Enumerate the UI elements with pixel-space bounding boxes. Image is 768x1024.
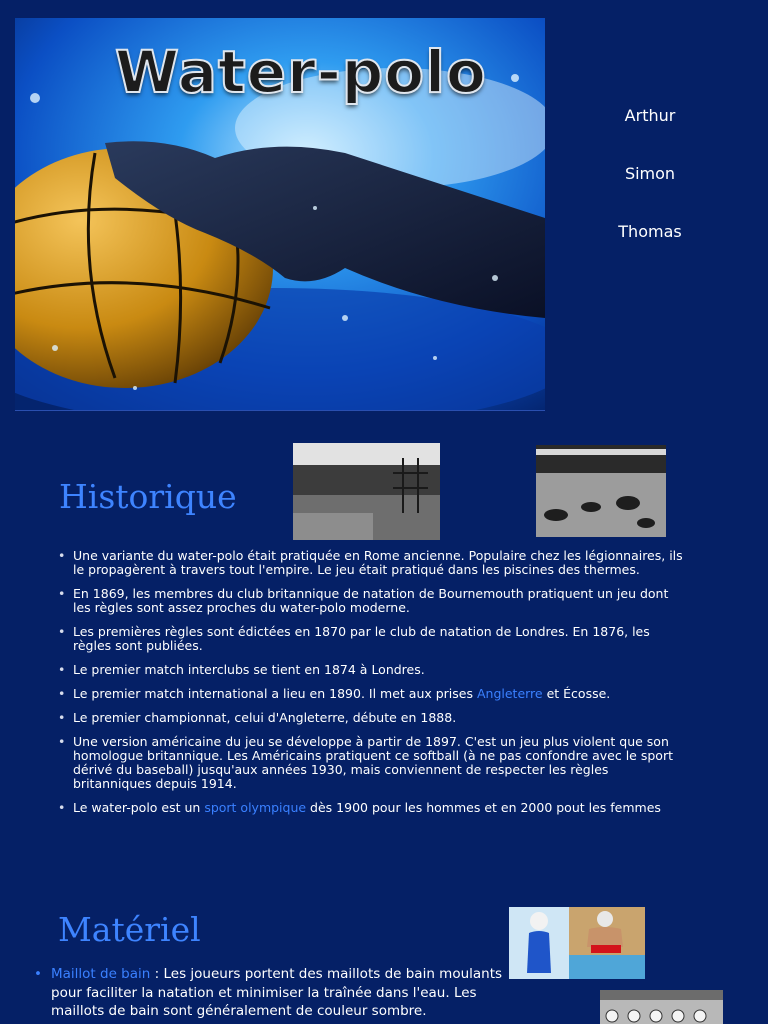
historique-list <box>55 549 685 825</box>
list-item: • Le water-polo est un sport olympique dès 1900 pour les hommes et en 2000 pout les femmes <box>55 801 685 815</box>
list-item: • Les premières règles sont édictées en 1870 par le club de natation de Londres. En 1876, les règles sont publiées. <box>55 625 685 653</box>
author-list <box>600 100 700 274</box>
list-item: • Le premier championnat, celui d'Angleterre, débute en 1888. <box>55 711 685 725</box>
author-name: Simon <box>624 164 676 183</box>
materiel-list <box>34 965 504 1021</box>
list-item: • Une variante du water-polo était pratiquée en Rome ancienne. Populaire chez les légionnaires, ils le propagèrent à travers tout l'empire. Le jeu était pratiqué dans les piscines des thermes. <box>55 549 685 577</box>
historic-pool-photo <box>293 443 440 540</box>
list-item: • En 1869, les membres du club britannique de natation de Bournemouth pratiquent un jeu dont les règles sont assez proches du water-polo moderne. <box>55 587 685 615</box>
equipment-photo <box>600 990 723 1024</box>
author-name: Thomas <box>618 222 682 241</box>
link-maillot-de-bain[interactable]: Maillot de bain <box>51 966 151 982</box>
list-item: • Maillot de bain : Les joueurs portent des maillots de bain moulants pour faciliter la natation et minimiser la traînée dans l'eau. Les maillots de bain sont généralement de couleur sombre. <box>34 965 504 1021</box>
list-item: • Le premier match interclubs se tient en 1874 à Londres. <box>55 663 685 677</box>
list-item: • Une version américaine du jeu se développe à partir de 1897. C'est un jeu plus violent que son homologue britannique. Les Américains pratiquent ce softball (à ne pas confondre avec le sport dérivé du baseball) jusqu'aux années 1930, mais conviennent de respecter les règles britanniques depuis 1914. <box>55 735 685 791</box>
section-heading-materiel: Matériel <box>58 910 201 949</box>
section-heading-historique: Historique <box>59 477 237 516</box>
hero-title: Water-polo <box>115 38 487 106</box>
historic-match-photo <box>536 445 666 537</box>
swimwear-photo <box>509 907 645 979</box>
link-angleterre[interactable]: Angleterre <box>476 686 543 701</box>
list-item: • Le premier match international a lieu en 1890. Il met aux prises Angleterre et Écosse. <box>55 687 685 701</box>
hero-image <box>15 18 545 411</box>
link-sport-olympique[interactable]: sport olympique <box>204 800 307 815</box>
author-name: Arthur <box>624 106 676 125</box>
